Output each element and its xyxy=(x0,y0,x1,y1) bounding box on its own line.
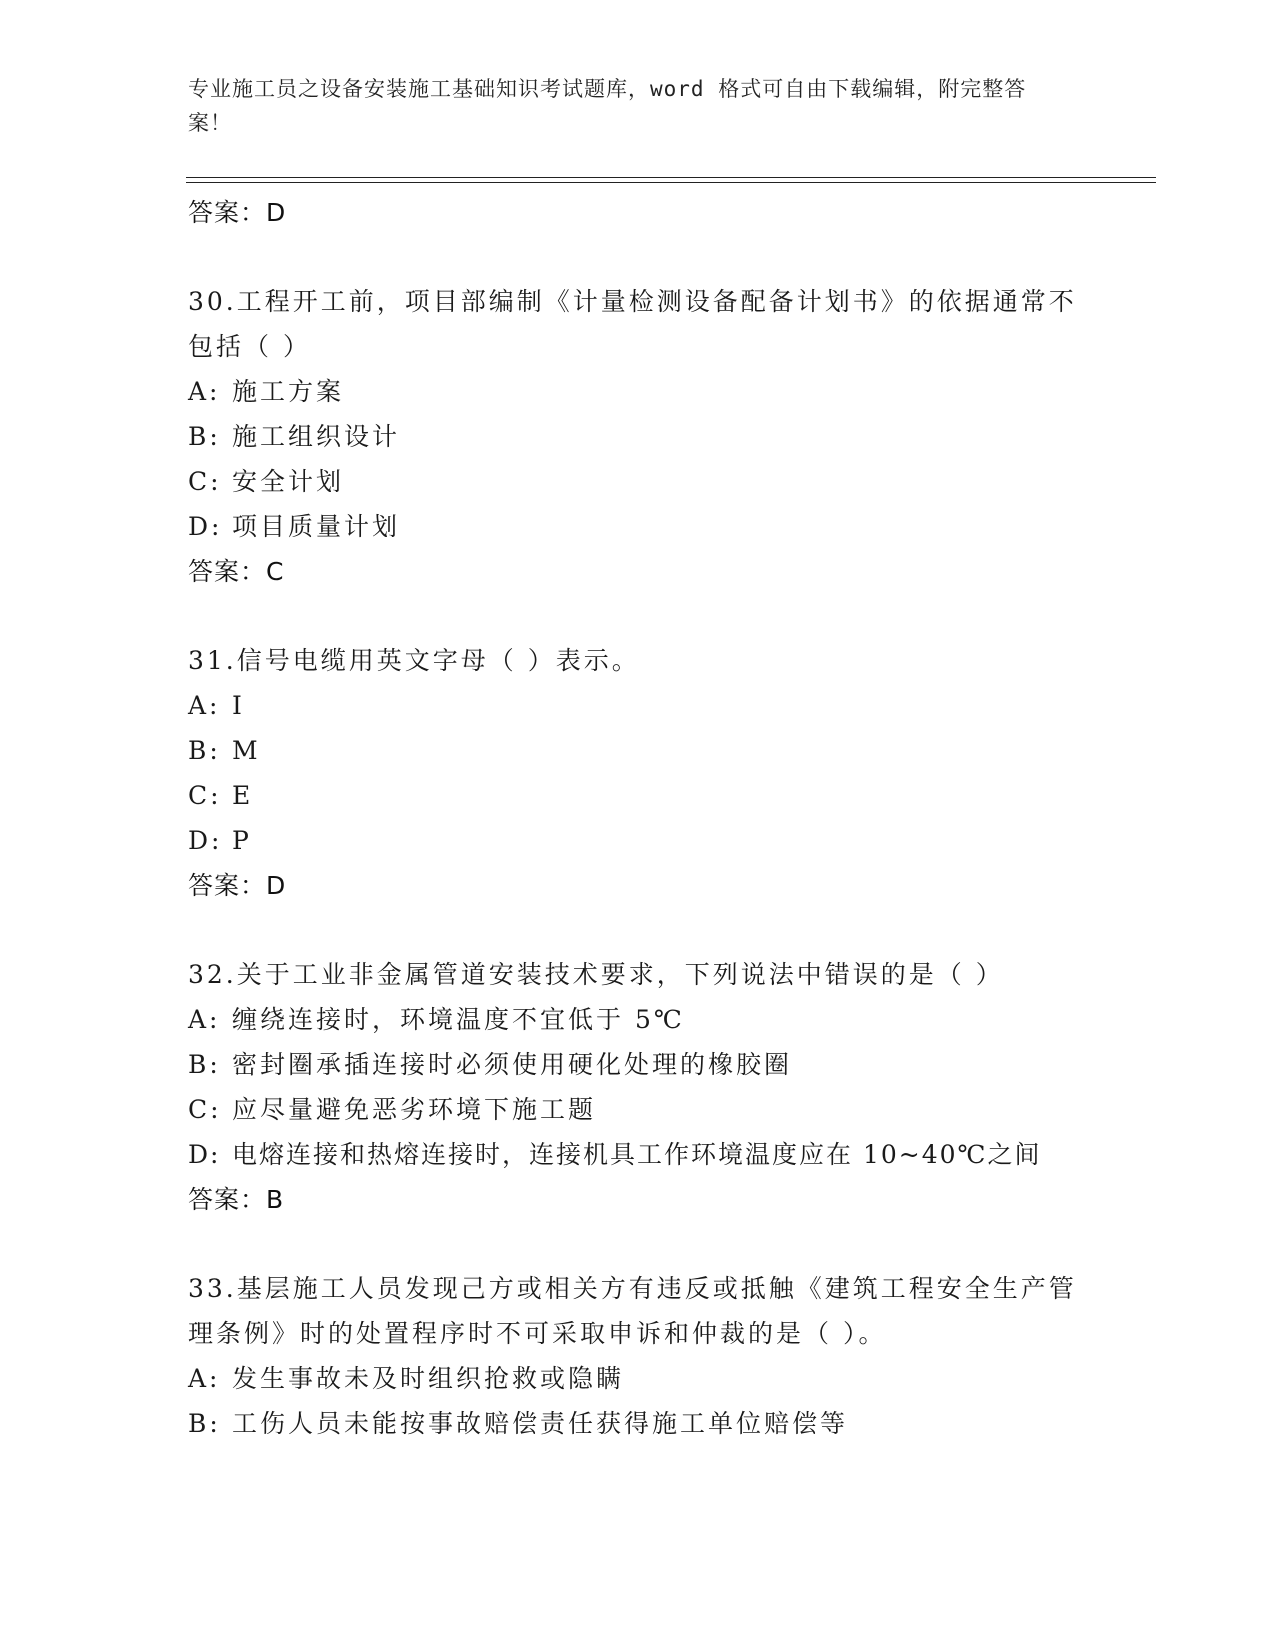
question-30 xyxy=(188,279,1088,595)
option-c xyxy=(188,1087,1088,1132)
answer-label: 答案： xyxy=(188,557,267,586)
option-letter: A: xyxy=(188,1005,221,1034)
option-text: M xyxy=(232,736,261,765)
question-33 xyxy=(188,1266,1088,1446)
option-text: E xyxy=(232,781,254,810)
option-text: 施工组织设计 xyxy=(232,422,401,451)
option-letter: B: xyxy=(188,736,221,765)
option-letter: C: xyxy=(188,781,222,810)
option-b xyxy=(188,1042,1088,1087)
question-number: 30. xyxy=(188,287,237,316)
option-text: 工伤人员未能按事故赔偿责任获得施工单位赔偿等 xyxy=(232,1409,849,1438)
answer-value: B xyxy=(266,1185,285,1214)
header-divider-bottom xyxy=(186,182,1156,183)
question-list xyxy=(188,190,1088,1446)
option-text: 缠绕连接时，环境温度不宜低于 5℃ xyxy=(232,1005,685,1034)
option-text: 密封圈承插连接时必须使用硬化处理的橡胶圈 xyxy=(232,1050,793,1079)
question-text: 工程开工前，项目部编制《计量检测设备配备计划书》的依据通常不包括（ ） xyxy=(188,287,1077,361)
header-divider-top xyxy=(186,177,1156,178)
option-letter: B: xyxy=(188,422,221,451)
answer-line xyxy=(188,863,1088,909)
option-c xyxy=(188,459,1088,504)
question-number: 33. xyxy=(188,1274,237,1303)
option-c xyxy=(188,773,1088,818)
option-letter: D: xyxy=(188,826,223,855)
option-text: 安全计划 xyxy=(232,467,345,496)
answer-label: 答案： xyxy=(188,198,267,227)
option-b xyxy=(188,1401,1088,1446)
option-letter: C: xyxy=(188,467,222,496)
question-stem xyxy=(188,638,1088,683)
question-number: 31. xyxy=(188,646,237,675)
option-letter: C: xyxy=(188,1095,222,1124)
question-text: 关于工业非金属管道安装技术要求，下列说法中错误的是（ ） xyxy=(236,960,1004,989)
option-letter: B: xyxy=(188,1409,221,1438)
question-text: 信号电缆用英文字母（ ）表示。 xyxy=(236,646,640,675)
option-letter: A: xyxy=(188,377,221,406)
option-text: 发生事故未及时组织抢救或隐瞒 xyxy=(232,1364,625,1393)
answer-value: D xyxy=(266,198,287,227)
answer-line xyxy=(188,1177,1088,1223)
question-stem xyxy=(188,279,1088,369)
answer-line xyxy=(188,190,1088,236)
answer-value: D xyxy=(266,871,287,900)
question-stem xyxy=(188,952,1088,997)
option-a xyxy=(188,369,1088,414)
option-b xyxy=(188,728,1088,773)
option-a xyxy=(188,1356,1088,1401)
option-a xyxy=(188,997,1088,1042)
question-31 xyxy=(188,638,1088,909)
answer-label: 答案： xyxy=(188,871,267,900)
question-number: 32. xyxy=(188,960,237,989)
option-text: I xyxy=(232,691,245,720)
option-text: 电熔连接和热熔连接时，连接机具工作环境温度应在 10~40℃之间 xyxy=(232,1140,1042,1169)
question-32 xyxy=(188,952,1088,1223)
question-text: 基层施工人员发现己方或相关方有违反或抵触《建筑工程安全生产管理条例》时的处置程序时不可采取申诉和仲裁的是（ ）。 xyxy=(188,1274,1077,1348)
option-d xyxy=(188,504,1088,549)
option-a xyxy=(188,683,1088,728)
option-letter: D: xyxy=(188,1140,221,1169)
answer-line xyxy=(188,549,1088,595)
option-d xyxy=(188,818,1088,863)
page-header: 专业施工员之设备安装施工基础知识考试题库，word 格式可自由下载编辑，附完整答案！ xyxy=(188,77,1027,135)
answer-value: C xyxy=(266,557,285,586)
option-b xyxy=(188,414,1088,459)
option-text: 施工方案 xyxy=(232,377,345,406)
option-d xyxy=(188,1132,1088,1177)
option-letter: A: xyxy=(188,1364,221,1393)
question-stem xyxy=(188,1266,1088,1356)
answer-label: 答案： xyxy=(188,1185,267,1214)
option-text: P xyxy=(232,826,252,855)
option-text: 项目质量计划 xyxy=(232,512,401,541)
option-text: 应尽量避免恶劣环境下施工题 xyxy=(232,1095,597,1124)
option-letter: B: xyxy=(188,1050,221,1079)
option-letter: D: xyxy=(188,512,223,541)
option-letter: A: xyxy=(188,691,221,720)
